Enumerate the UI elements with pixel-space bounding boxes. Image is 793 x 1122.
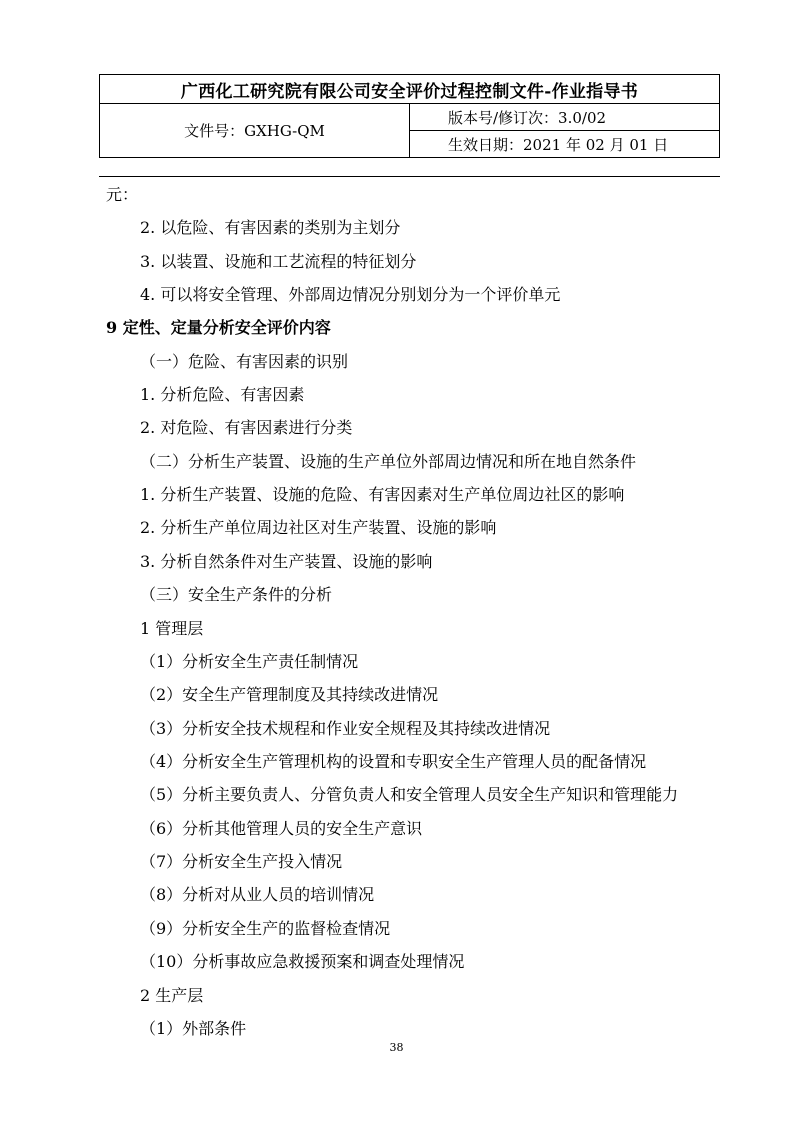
text-line: 2. 分析生产单位周边社区对生产装置、设施的影响 <box>140 518 497 537</box>
text-line: （一）危险、有害因素的识别 <box>140 352 349 371</box>
header-separator <box>99 176 720 177</box>
section-heading: 9 定性、定量分析安全评价内容 <box>106 318 331 337</box>
text-line: （1）外部条件 <box>140 1019 247 1038</box>
text-line: 2 生产层 <box>140 986 204 1005</box>
text-line: （9）分析安全生产的监督检查情况 <box>140 919 391 938</box>
text-line: 1. 分析生产装置、设施的危险、有害因素对生产单位周边社区的影响 <box>140 485 625 504</box>
text-line: （4）分析安全生产管理机构的设置和专职安全生产管理人员的配备情况 <box>140 752 647 771</box>
text-line: 1. 分析危险、有害因素 <box>140 385 305 404</box>
text-line: 1 管理层 <box>140 619 204 638</box>
text-line: 3. 以装置、设施和工艺流程的特征划分 <box>140 252 417 271</box>
text-line: （三）安全生产条件的分析 <box>140 585 333 604</box>
text-line: 3. 分析自然条件对生产装置、设施的影响 <box>140 552 433 571</box>
text-line: （1）分析安全生产责任制情况 <box>140 652 359 671</box>
document-title: 广西化工研究院有限公司安全评价过程控制文件-作业指导书 <box>100 75 720 104</box>
text-line: （3）分析安全技术规程和作业安全规程及其持续改进情况 <box>140 719 551 738</box>
page-number: 38 <box>389 1041 404 1054</box>
text-line: （7）分析安全生产投入情况 <box>140 852 343 871</box>
text-line: （8）分析对从业人员的培训情况 <box>140 885 375 904</box>
text-line: 2. 以危险、有害因素的类别为主划分 <box>140 218 401 237</box>
text-line: 4. 可以将安全管理、外部周边情况分别划分为一个评价单元 <box>140 285 561 304</box>
text-line: 元： <box>106 185 139 204</box>
text-line: （10）分析事故应急救援预案和调查处理情况 <box>140 952 465 971</box>
text-line: （二）分析生产装置、设施的生产单位外部周边情况和所在地自然条件 <box>140 452 637 471</box>
document-header-table <box>99 74 720 158</box>
text-line: （2）安全生产管理制度及其持续改进情况 <box>140 685 439 704</box>
text-line: （5）分析主要负责人、分管负责人和安全管理人员安全生产知识和管理能力 <box>140 785 679 804</box>
effective-date: 生效日期：2021 年 02 月 01 日 <box>410 131 720 158</box>
file-number: 文件号：GXHG-QM <box>100 104 410 158</box>
version-number: 版本号/修订次：3.0/02 <box>410 104 720 131</box>
text-line: （6）分析其他管理人员的安全生产意识 <box>140 819 423 838</box>
text-line: 2. 对危险、有害因素进行分类 <box>140 418 353 437</box>
